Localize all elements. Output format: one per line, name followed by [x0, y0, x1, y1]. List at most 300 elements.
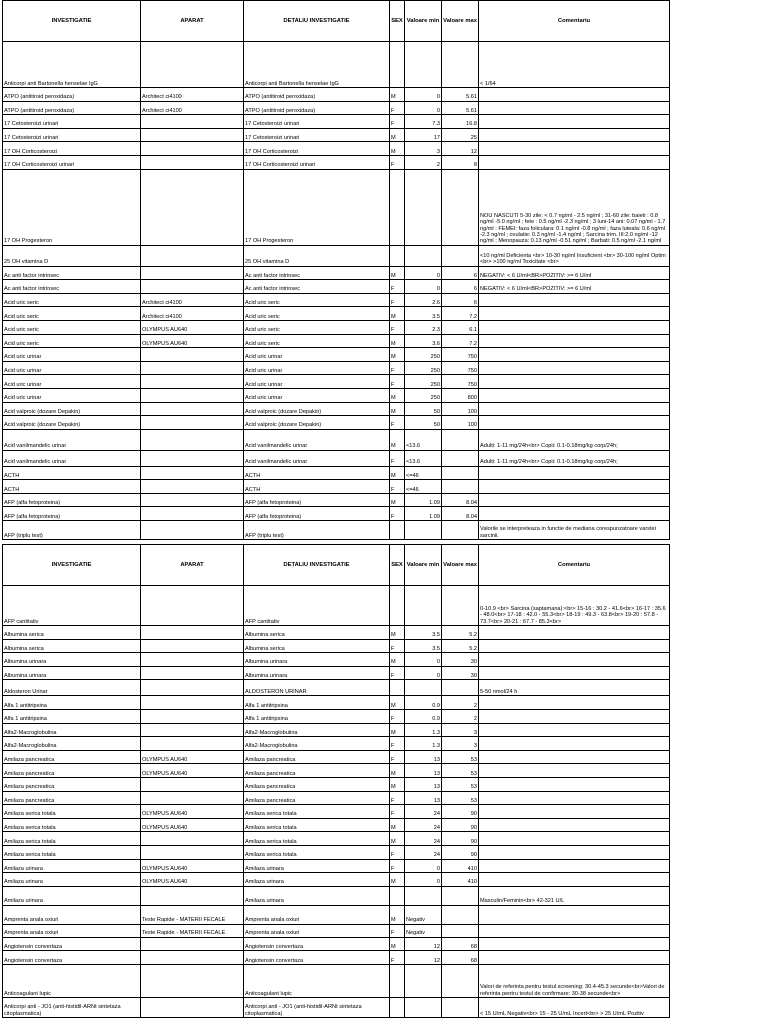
cell-investigatie: Anticorpi anti Bartonella henselae IgG: [3, 42, 141, 88]
cell-aparat: [141, 723, 244, 737]
cell-sex: F: [390, 480, 405, 494]
cell-valoare-min: [405, 680, 442, 696]
cell-aparat: OLYMPUS AU640: [141, 334, 244, 348]
table-row: [3, 293, 670, 307]
table-row: [3, 402, 670, 416]
cell-comentariu: [479, 951, 670, 965]
cell-comentariu: [479, 737, 670, 751]
cell-valoare-min: 24: [405, 845, 442, 859]
cell-aparat: [141, 450, 244, 466]
header-aparat: APARAT: [141, 545, 244, 586]
header-investigatie: INVESTIGATIE: [3, 545, 141, 586]
cell-comentariu: [479, 334, 670, 348]
table-row: [3, 155, 670, 169]
cell-valoare-min: 0: [405, 653, 442, 667]
cell-comentariu: Masculin/Feminin<br> 42-321 U/L: [479, 886, 670, 905]
cell-valoare-min: 1.09: [405, 507, 442, 521]
cell-comentariu: [479, 493, 670, 507]
cell-comentariu: [479, 764, 670, 778]
cell-aparat: [141, 466, 244, 480]
table-row: [3, 777, 670, 791]
cell-valoare-min: Negativ: [405, 905, 442, 924]
cell-investigatie: Amilaza urinara: [3, 859, 141, 873]
cell-aparat: [141, 375, 244, 389]
cell-investigatie: ACTH: [3, 480, 141, 494]
cell-detaliu: Acid uric seric: [244, 307, 390, 321]
cell-comentariu: [479, 320, 670, 334]
cell-investigatie: 17 OH Corticosteroizi: [3, 142, 141, 156]
cell-valoare-min: 250: [405, 348, 442, 362]
cell-investigatie: Acid uric seric: [3, 293, 141, 307]
cell-detaliu: Angiotensin convertaza: [244, 951, 390, 965]
cell-valoare-max: 6.1: [442, 320, 479, 334]
cell-investigatie: 25 OH vitamina D: [3, 245, 141, 266]
cell-comentariu: [479, 416, 670, 430]
table-row: [3, 169, 670, 245]
sheet-2: [2, 544, 669, 1018]
cell-valoare-min: [405, 169, 442, 245]
cell-investigatie: Amilaza serica totala: [3, 818, 141, 832]
cell-investigatie: Amilaza urinara: [3, 873, 141, 887]
cell-sex: F: [390, 859, 405, 873]
cell-valoare-max: 410: [442, 859, 479, 873]
cell-valoare-max: [442, 680, 479, 696]
table-row: [3, 997, 670, 1017]
cell-detaliu: Amilaza serica totala: [244, 805, 390, 819]
cell-investigatie: Alfa2-Macroglobulina: [3, 737, 141, 751]
cell-detaliu: Amilaza pancreatica: [244, 764, 390, 778]
cell-valoare-max: 25: [442, 128, 479, 142]
cell-investigatie: ACTH: [3, 466, 141, 480]
reference-table-2: [2, 544, 670, 1018]
cell-aparat: OLYMPUS AU640: [141, 750, 244, 764]
cell-detaliu: Acid uric seric: [244, 293, 390, 307]
cell-aparat: [141, 964, 244, 997]
cell-sex: F: [390, 709, 405, 723]
cell-valoare-min: 3: [405, 142, 442, 156]
table-row: [3, 507, 670, 521]
cell-valoare-min: 0: [405, 666, 442, 680]
cell-comentariu: [479, 845, 670, 859]
table-row: [3, 280, 670, 294]
cell-sex: F: [390, 320, 405, 334]
table-row: [3, 429, 670, 450]
cell-investigatie: AFP cantitativ: [3, 586, 141, 626]
cell-sex: F: [390, 507, 405, 521]
cell-valoare-max: 6: [442, 293, 479, 307]
cell-aparat: OLYMPUS AU640: [141, 320, 244, 334]
cell-valoare-min: [405, 521, 442, 540]
header-sex: SEX: [390, 545, 405, 586]
table-row: [3, 791, 670, 805]
table-row: [3, 859, 670, 873]
cell-valoare-max: 100: [442, 416, 479, 430]
cell-aparat: [141, 402, 244, 416]
cell-sex: [390, 245, 405, 266]
table-row: [3, 128, 670, 142]
cell-aparat: [141, 245, 244, 266]
cell-comentariu: [479, 507, 670, 521]
cell-valoare-max: [442, 997, 479, 1017]
cell-valoare-max: 750: [442, 361, 479, 375]
cell-valoare-max: [442, 886, 479, 905]
cell-detaliu: Ac anti factor intrinsec: [244, 266, 390, 280]
cell-investigatie: Albumina urinara: [3, 653, 141, 667]
cell-aparat: [141, 832, 244, 846]
cell-valoare-min: <13.6: [405, 450, 442, 466]
cell-detaliu: 17 OH Progesteron: [244, 169, 390, 245]
table-row: [3, 639, 670, 653]
cell-valoare-max: 2: [442, 709, 479, 723]
cell-comentariu: [479, 88, 670, 102]
table-row: [3, 666, 670, 680]
cell-valoare-min: 50: [405, 416, 442, 430]
cell-detaliu: ATPO (antitiroid peroxidaza): [244, 101, 390, 115]
cell-investigatie: Alfa 1 antitripsina: [3, 709, 141, 723]
cell-sex: M: [390, 429, 405, 450]
cell-detaliu: Acid uric urinar: [244, 388, 390, 402]
table-row: [3, 388, 670, 402]
cell-aparat: Architect ci4100: [141, 307, 244, 321]
cell-valoare-max: [442, 245, 479, 266]
cell-comentariu: [479, 750, 670, 764]
cell-valoare-min: 0: [405, 859, 442, 873]
cell-investigatie: Albumina urinara: [3, 666, 141, 680]
cell-valoare-min: 250: [405, 375, 442, 389]
table-row: [3, 245, 670, 266]
cell-valoare-min: 3.5: [405, 639, 442, 653]
cell-aparat: [141, 626, 244, 640]
cell-sex: F: [390, 639, 405, 653]
cell-valoare-min: 0: [405, 88, 442, 102]
cell-investigatie: Acid vanilmandelic urinar: [3, 450, 141, 466]
cell-comentariu: < 1/64: [479, 42, 670, 88]
cell-aparat: [141, 115, 244, 129]
cell-sex: M: [390, 723, 405, 737]
cell-aparat: [141, 361, 244, 375]
cell-valoare-min: 1.09: [405, 493, 442, 507]
table-row: [3, 307, 670, 321]
cell-aparat: [141, 791, 244, 805]
cell-investigatie: 17 Cetosteroizi urinari: [3, 115, 141, 129]
cell-comentariu: NEGATIV: < 6 U/ml<BR>POZITIV: >= 6 U/ml: [479, 266, 670, 280]
header-comentariu: Comentariu: [479, 545, 670, 586]
table-row: [3, 951, 670, 965]
cell-aparat: [141, 480, 244, 494]
header-row: [3, 1, 670, 42]
cell-valoare-min: 250: [405, 388, 442, 402]
cell-valoare-min: 24: [405, 818, 442, 832]
cell-comentariu: [479, 666, 670, 680]
cell-valoare-min: <=46: [405, 480, 442, 494]
cell-comentariu: [479, 696, 670, 710]
cell-aparat: OLYMPUS AU640: [141, 859, 244, 873]
cell-valoare-max: 7.2: [442, 334, 479, 348]
table-row: [3, 873, 670, 887]
cell-valoare-max: 3: [442, 723, 479, 737]
cell-aparat: [141, 169, 244, 245]
cell-detaliu: Ac anti factor intrinsec: [244, 280, 390, 294]
cell-detaliu: Amprenta anala oxiuri: [244, 924, 390, 937]
cell-valoare-max: 7.2: [442, 307, 479, 321]
cell-comentariu: [479, 402, 670, 416]
cell-aparat: [141, 951, 244, 965]
cell-aparat: [141, 696, 244, 710]
cell-aparat: [141, 493, 244, 507]
cell-detaliu: Amilaza pancreatica: [244, 791, 390, 805]
cell-valoare-min: 1.3: [405, 723, 442, 737]
cell-detaliu: AFP (alfa fetoproteina): [244, 507, 390, 521]
cell-sex: M: [390, 334, 405, 348]
cell-investigatie: AFP (alfa fetoproteina): [3, 507, 141, 521]
cell-detaliu: Amilaza urinara: [244, 859, 390, 873]
cell-comentariu: [479, 905, 670, 924]
table-row: [3, 818, 670, 832]
cell-valoare-min: 250: [405, 361, 442, 375]
cell-comentariu: < 15 U/mL Negativ<br> 15 - 25 U/mL Incert<br> > 25 U/mL Pozitiv: [479, 997, 670, 1017]
cell-detaliu: Amilaza urinara: [244, 886, 390, 905]
table-row: [3, 653, 670, 667]
cell-sex: [390, 586, 405, 626]
cell-investigatie: AFP (triplu test): [3, 521, 141, 540]
table-row: [3, 480, 670, 494]
cell-comentariu: [479, 480, 670, 494]
cell-aparat: [141, 586, 244, 626]
cell-valoare-max: 750: [442, 348, 479, 362]
table-row: [3, 586, 670, 626]
cell-comentariu: NOU NASCUTI 5-30 zile: < 0.7 ng/ml - 2.5 ng/ml ; 31-60 zile: baieti : 0.8 ng/ml -5.0 ng/ml ; fete : 0.5 ng/ml -2.3 ng/ml ; 3 luni-14 ani: 0.07 ng/ml - 1.7 ng/ml : FEMEI: faza foliculara: 0.1 ng/ml -0.8 ng/ml ; faza luteala: 0.6 ng/ml -2.3 ng/ml ; ovulatie: 0.3 ng/ml -1.4 ng/ml ; Sarcina trim. III:2.0 ng/ml -12 ng/ml ; Menopauza: 0.13 ng/ml -0.51 ng/ml ; Barbati: 0.5 ng/ml -2.1 ng/ml: [479, 169, 670, 245]
cell-valoare-min: Negativ: [405, 924, 442, 937]
cell-comentariu: [479, 626, 670, 640]
cell-sex: M: [390, 348, 405, 362]
cell-comentariu: [479, 128, 670, 142]
cell-investigatie: Acid uric seric: [3, 307, 141, 321]
cell-detaliu: Amprenta anala oxiuri: [244, 905, 390, 924]
cell-detaliu: AFP (triplu test): [244, 521, 390, 540]
table-row: [3, 142, 670, 156]
cell-valoare-max: 16.8: [442, 115, 479, 129]
cell-sex: M: [390, 696, 405, 710]
cell-valoare-min: 0: [405, 873, 442, 887]
cell-valoare-max: 800: [442, 388, 479, 402]
cell-aparat: [141, 429, 244, 450]
cell-valoare-min: 50: [405, 402, 442, 416]
table-row: [3, 750, 670, 764]
cell-investigatie: Amilaza serica totala: [3, 845, 141, 859]
cell-aparat: [141, 388, 244, 402]
cell-valoare-max: 53: [442, 764, 479, 778]
header-aparat: APARAT: [141, 1, 244, 42]
cell-sex: M: [390, 764, 405, 778]
cell-aparat: [141, 348, 244, 362]
cell-comentariu: [479, 709, 670, 723]
cell-sex: M: [390, 818, 405, 832]
cell-sex: M: [390, 653, 405, 667]
cell-sex: [390, 169, 405, 245]
cell-detaliu: 17 Cetosteroizi urinari: [244, 115, 390, 129]
cell-comentariu: [479, 375, 670, 389]
cell-valoare-min: 13: [405, 777, 442, 791]
cell-sex: F: [390, 361, 405, 375]
cell-detaliu: Amilaza serica totala: [244, 845, 390, 859]
cell-detaliu: Albumina serica: [244, 639, 390, 653]
table-row: [3, 845, 670, 859]
header-detaliu: DETALIU INVESTIGATIE: [244, 545, 390, 586]
cell-aparat: Architect ci4100: [141, 88, 244, 102]
cell-detaliu: Amilaza pancreatica: [244, 750, 390, 764]
cell-comentariu: 5-50 nmol/24 h: [479, 680, 670, 696]
table-row: [3, 964, 670, 997]
cell-comentariu: [479, 653, 670, 667]
cell-valoare-max: 90: [442, 805, 479, 819]
table-row: [3, 696, 670, 710]
cell-detaliu: ALDOSTERON URINAR: [244, 680, 390, 696]
cell-aparat: OLYMPUS AU640: [141, 764, 244, 778]
cell-comentariu: [479, 723, 670, 737]
cell-valoare-max: 5.2: [442, 626, 479, 640]
cell-aparat: [141, 680, 244, 696]
cell-detaliu: Alfa2-Macroglobulina: [244, 723, 390, 737]
header-investigatie: INVESTIGATIE: [3, 1, 141, 42]
cell-aparat: [141, 937, 244, 951]
cell-valoare-max: 5.61: [442, 88, 479, 102]
cell-valoare-max: 3: [442, 737, 479, 751]
cell-aparat: OLYMPUS AU640: [141, 818, 244, 832]
cell-aparat: Teste Rapide - MATERII FECALE: [141, 924, 244, 937]
cell-valoare-max: 30: [442, 653, 479, 667]
cell-comentariu: Adulti: 1-11 mg/24h<br> Copii: 0.1-0.18mg/kg corp/24h;: [479, 450, 670, 466]
table-row: [3, 764, 670, 778]
header-valoare-min: Valoare min: [405, 545, 442, 586]
cell-investigatie: Albumina serica: [3, 626, 141, 640]
cell-investigatie: Ac anti factor intrinsec: [3, 266, 141, 280]
cell-valoare-max: [442, 169, 479, 245]
cell-valoare-max: 8.04: [442, 507, 479, 521]
cell-sex: M: [390, 832, 405, 846]
table-row: [3, 320, 670, 334]
table-row: [3, 416, 670, 430]
cell-sex: M: [390, 88, 405, 102]
cell-valoare-min: 12: [405, 951, 442, 965]
cell-comentariu: [479, 832, 670, 846]
cell-comentariu: [479, 937, 670, 951]
cell-sex: F: [390, 924, 405, 937]
header-row: [3, 545, 670, 586]
cell-detaliu: Amilaza pancreatica: [244, 777, 390, 791]
cell-sex: F: [390, 951, 405, 965]
cell-investigatie: Ac anti factor intrinsec: [3, 280, 141, 294]
cell-detaliu: Anticorpi anti - JO1 (anti-histidil-ARNt sintetaza citoplasmatica): [244, 997, 390, 1017]
cell-detaliu: ACTH: [244, 466, 390, 480]
cell-valoare-max: 68: [442, 937, 479, 951]
cell-aparat: [141, 653, 244, 667]
cell-detaliu: 17 OH Corticosteroizi: [244, 142, 390, 156]
cell-sex: [390, 680, 405, 696]
cell-valoare-min: [405, 245, 442, 266]
cell-comentariu: [479, 924, 670, 937]
table-row: [3, 375, 670, 389]
cell-sex: F: [390, 805, 405, 819]
cell-sex: M: [390, 626, 405, 640]
cell-detaliu: Amilaza serica totala: [244, 818, 390, 832]
cell-comentariu: Adulti: 1-11 mg/24h<br> Copii: 0.1-0.18mg/kg corp/24h;: [479, 429, 670, 450]
cell-valoare-min: 2.3: [405, 320, 442, 334]
cell-investigatie: Acid uric seric: [3, 334, 141, 348]
cell-detaliu: Acid valproic (dozare Depakin): [244, 402, 390, 416]
cell-valoare-min: 13: [405, 791, 442, 805]
cell-comentariu: NEGATIV: < 6 U/ml<BR>POZITIV: >= 6 U/ml: [479, 280, 670, 294]
reference-table-1: [2, 0, 670, 540]
cell-investigatie: Albumina serica: [3, 639, 141, 653]
cell-valoare-max: 5.61: [442, 101, 479, 115]
table-row: [3, 266, 670, 280]
cell-detaliu: Alfa 1 antitripsina: [244, 709, 390, 723]
cell-valoare-min: 0: [405, 280, 442, 294]
cell-detaliu: 17 Cetosteroizi urinari: [244, 128, 390, 142]
cell-detaliu: Amilaza urinara: [244, 873, 390, 887]
cell-valoare-min: 0.9: [405, 709, 442, 723]
cell-comentariu: [479, 307, 670, 321]
cell-valoare-min: 13: [405, 764, 442, 778]
cell-valoare-max: 53: [442, 777, 479, 791]
cell-detaliu: Albumina urinara: [244, 653, 390, 667]
cell-sex: M: [390, 777, 405, 791]
cell-sex: M: [390, 873, 405, 887]
cell-aparat: [141, 142, 244, 156]
cell-detaliu: AFP cantitativ: [244, 586, 390, 626]
table-row: [3, 626, 670, 640]
cell-valoare-min: <13.6: [405, 429, 442, 450]
cell-sex: F: [390, 280, 405, 294]
cell-valoare-max: 30: [442, 666, 479, 680]
cell-investigatie: Amilaza pancreatica: [3, 791, 141, 805]
cell-sex: M: [390, 142, 405, 156]
cell-aparat: [141, 737, 244, 751]
cell-aparat: [141, 777, 244, 791]
header-detaliu: DETALIU INVESTIGATIE: [244, 1, 390, 42]
cell-investigatie: Angiotensin convertaza: [3, 937, 141, 951]
table-row: [3, 334, 670, 348]
cell-investigatie: Amilaza pancreatica: [3, 777, 141, 791]
cell-detaliu: Alfa2-Macroglobulina: [244, 737, 390, 751]
cell-sex: M: [390, 266, 405, 280]
cell-comentariu: [479, 155, 670, 169]
cell-comentariu: [479, 101, 670, 115]
cell-detaliu: Alfa 1 antitripsina: [244, 696, 390, 710]
cell-investigatie: Amprenta anala oxiuri: [3, 924, 141, 937]
cell-valoare-min: 3.6: [405, 334, 442, 348]
cell-detaliu: Acid uric seric: [244, 320, 390, 334]
cell-sex: [390, 521, 405, 540]
cell-investigatie: Acid uric urinar: [3, 348, 141, 362]
table-row: [3, 805, 670, 819]
cell-comentariu: Valorile se interpreteaza in functie de mediana corespunzatoare varstei sarcinii.: [479, 521, 670, 540]
table-row: [3, 886, 670, 905]
cell-investigatie: Anticoagulant lupic: [3, 964, 141, 997]
cell-investigatie: Acid valproic (dozare Depakin): [3, 402, 141, 416]
cell-valoare-min: 0: [405, 266, 442, 280]
table-row: [3, 88, 670, 102]
cell-investigatie: Anticorpi anti - JO1 (anti-histidil-ARNt sintetaza citoplasmatica): [3, 997, 141, 1017]
cell-investigatie: Amilaza urinara: [3, 886, 141, 905]
cell-valoare-max: [442, 42, 479, 88]
cell-valoare-min: 12: [405, 937, 442, 951]
cell-valoare-max: 5.2: [442, 639, 479, 653]
cell-investigatie: Amilaza serica totala: [3, 805, 141, 819]
cell-comentariu: [479, 466, 670, 480]
cell-investigatie: Alfa 1 antitripsina: [3, 696, 141, 710]
cell-aparat: [141, 997, 244, 1017]
